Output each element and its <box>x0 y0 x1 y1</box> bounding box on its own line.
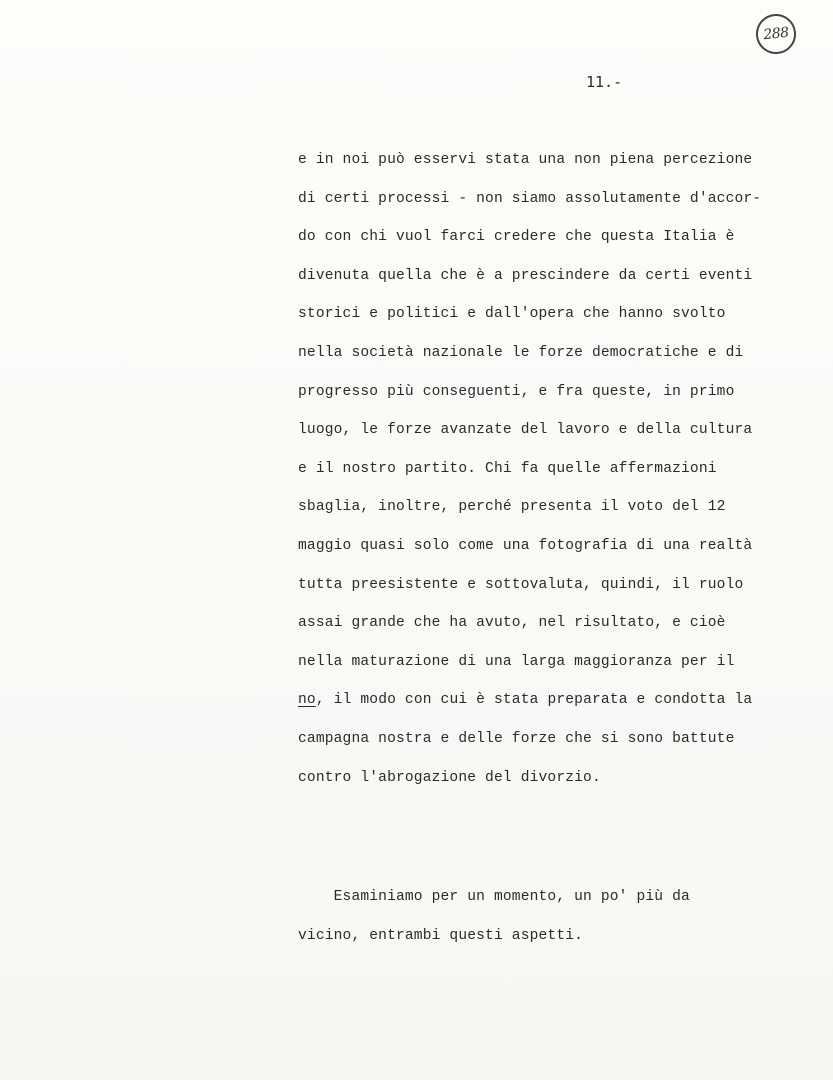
text-line: campagna nostra e delle forze che si sono battute <box>298 730 735 747</box>
paragraph-2 <box>298 885 690 962</box>
text-line: luogo, le forze avanzate del lavoro e della cultura <box>298 422 753 439</box>
text-line: nella maturazione di una larga maggioranza per il <box>298 653 735 670</box>
stamp-number: 288 <box>762 24 790 44</box>
text-line: nella società nazionale le forze democratiche e di <box>298 344 744 361</box>
text-line: vicino, entrambi questi aspetti. <box>298 927 584 944</box>
text-line: e in noi può esservi stata una non piena percezione <box>298 152 753 168</box>
page-number: 11.- <box>586 73 623 91</box>
text-line: do con chi vuol farci credere che questa Italia è <box>298 229 735 246</box>
text-line: sbaglia, inoltre, perché presenta il voto del 12 <box>298 499 726 516</box>
archive-stamp <box>754 12 798 56</box>
text-line: di certi processi - non siamo assolutamente d'accor- <box>298 190 762 207</box>
text-line: storici e politici e dall'opera che hanno svolto <box>298 306 726 323</box>
underlined-word: no <box>298 692 316 709</box>
text-line: divenuta quella che è a prescindere da certi eventi <box>298 267 753 284</box>
text-line: maggio quasi solo come una fotografia di una realtà <box>298 537 753 554</box>
text-line: tutta preesistente e sottovaluta, quindi, il ruolo <box>298 576 744 593</box>
underline-separator: , <box>315 692 334 709</box>
text-line: contro l'abrogazione del divorzio. <box>298 769 601 786</box>
text-line: progresso più conseguenti, e fra queste, in primo <box>298 383 735 400</box>
paragraph-1 <box>298 148 761 804</box>
text-line: e il nostro partito. Chi fa quelle affermazioni <box>298 460 717 477</box>
text-line: assai grande che ha avuto, nel risultato, e cioè <box>298 615 726 632</box>
text-line: Esaminiamo per un momento, un po' più da <box>298 889 690 905</box>
text-line-with-underline <box>298 688 761 727</box>
text-line-rest: il modo con cui è stata preparata e condotta la <box>333 692 753 709</box>
